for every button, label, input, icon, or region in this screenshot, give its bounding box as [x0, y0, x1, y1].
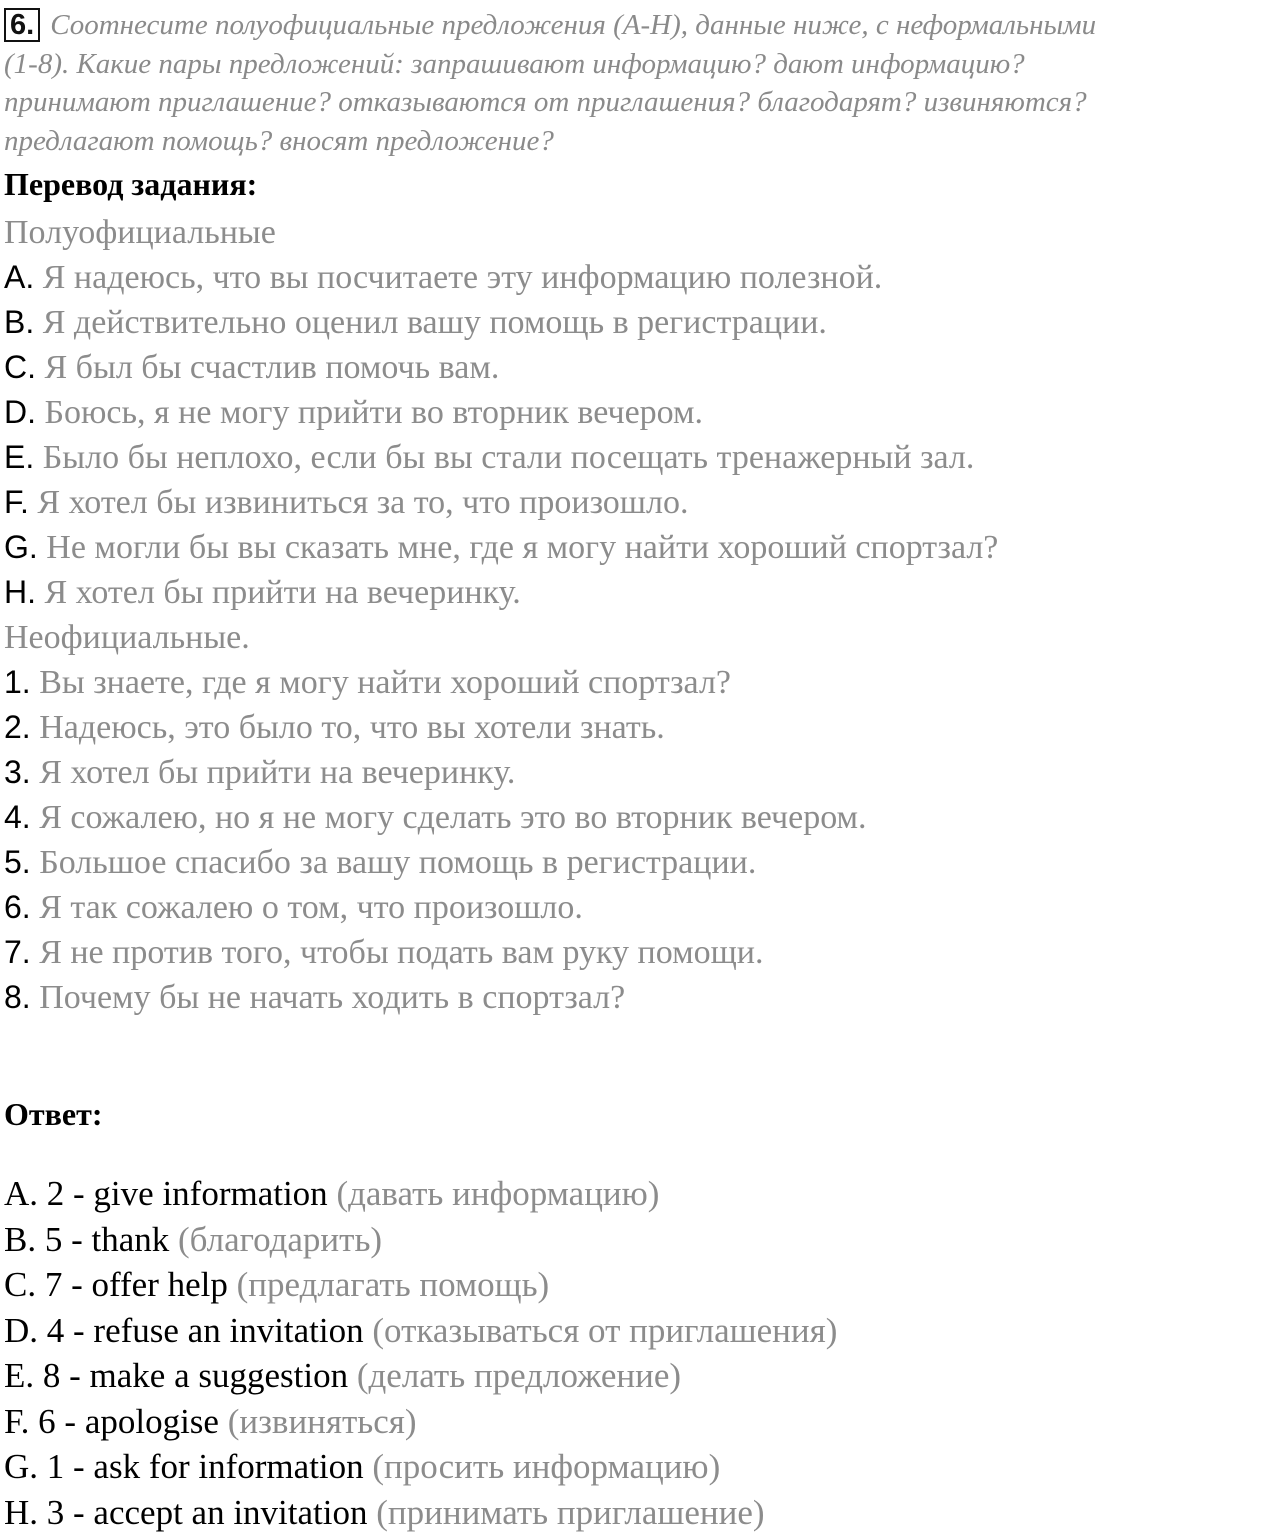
- answer-row: [4, 1171, 837, 1217]
- answer-row: [4, 1217, 837, 1263]
- item-marker: 8.: [4, 979, 31, 1015]
- list-item: [4, 795, 998, 840]
- answer-translation: (делать предложение): [348, 1356, 682, 1395]
- item-marker: E.: [4, 439, 35, 475]
- list-item: [4, 345, 998, 390]
- item-text: Не могли бы вы сказать мне, где я могу найти хороший спортзал?: [37, 529, 999, 566]
- task-line: принимают приглашение? отказываются от приглашения? благодарят? извиняются?: [4, 86, 1087, 118]
- answer-translation: (отказываться от приглашения): [363, 1310, 838, 1350]
- answer-translation: (благодарить): [169, 1219, 383, 1259]
- list-item: [4, 975, 998, 1020]
- item-text: Большое спасибо за вашу помощь в регистрации.: [30, 844, 757, 881]
- answer-row: [4, 1308, 837, 1354]
- answer-row: [4, 1490, 837, 1536]
- item-text: Я был бы счастлив помочь вам.: [36, 349, 500, 386]
- answer-key: C. 7 - offer help: [4, 1265, 228, 1304]
- item-text: Вы знаете, где я могу найти хороший спортзал?: [30, 664, 732, 701]
- item-marker: 5.: [4, 844, 31, 880]
- list-item: [4, 300, 998, 345]
- semi-formal-heading: Полуофициальные: [4, 214, 276, 251]
- list-item: [4, 750, 998, 795]
- answer-key: G. 1 - ask for information: [4, 1447, 364, 1486]
- item-text: Я не против того, чтобы подать вам руку помощи.: [30, 934, 764, 971]
- translation-list: [4, 210, 998, 1020]
- item-text: Я хотел бы извиниться за то, что произошло.: [28, 484, 689, 521]
- item-marker: B.: [4, 304, 35, 340]
- answer-key: E. 8 - make a suggestion: [4, 1356, 349, 1395]
- item-marker: H.: [4, 574, 36, 610]
- item-marker: G.: [4, 529, 38, 565]
- list-item: [4, 885, 998, 930]
- list-item: [4, 435, 998, 480]
- list-item: [4, 525, 998, 570]
- answer-list: [4, 1171, 837, 1535]
- list-item: [4, 570, 998, 615]
- item-text: Почему бы не начать ходить в спортзал?: [30, 979, 626, 1016]
- item-marker: 1.: [4, 664, 31, 700]
- answer-row: [4, 1444, 837, 1490]
- answer-translation: (извиняться): [218, 1401, 417, 1441]
- list-item: [4, 390, 998, 435]
- answer-key: A. 2 - give information: [4, 1174, 328, 1213]
- item-text: Я так сожалею о том, что произошло.: [30, 889, 583, 926]
- item-marker: F.: [4, 484, 29, 520]
- informal-heading: Неофициальные.: [4, 619, 250, 656]
- item-marker: 2.: [4, 709, 31, 745]
- item-marker: D.: [4, 394, 36, 430]
- answer-translation: (просить информацию): [363, 1447, 721, 1486]
- item-text: Я сожалею, но я не могу сделать это во вторник вечером.: [30, 799, 867, 836]
- item-text: Надеюсь, это было то, что вы хотели знать.: [30, 709, 665, 746]
- item-marker: 3.: [4, 754, 31, 790]
- answer-row: [4, 1399, 837, 1445]
- answer-key: F. 6 - apologise: [4, 1401, 219, 1441]
- item-marker: 4.: [4, 799, 31, 835]
- answer-row: [4, 1262, 837, 1308]
- item-text: Я хотел бы прийти на вечеринку.: [36, 574, 521, 611]
- item-text: Я надеюсь, что вы посчитаете эту информацию полезной.: [34, 259, 883, 296]
- list-item: [4, 480, 998, 525]
- item-text: Боюсь, я не могу прийти во вторник вечером.: [36, 394, 704, 431]
- list-item: [4, 255, 998, 300]
- task-number-box: 6.: [4, 8, 40, 42]
- list-item: [4, 660, 998, 705]
- answer-key: B. 5 - thank: [4, 1219, 170, 1259]
- answer-translation: (предлагать помощь): [227, 1265, 550, 1304]
- answer-translation: (принимать приглашение): [367, 1492, 765, 1532]
- item-marker: A.: [4, 259, 35, 295]
- item-text: Было бы неплохо, если бы вы стали посещать тренажерный зал.: [34, 439, 975, 476]
- answer-row: [4, 1353, 837, 1399]
- task-line: предлагают помощь? вносят предложение?: [4, 124, 554, 157]
- item-text: Я действительно оценил вашу помощь в регистрации.: [34, 304, 827, 341]
- answer-translation: (давать информацию): [327, 1174, 660, 1213]
- translation-heading: Перевод задания:: [4, 166, 258, 202]
- answer-key: D. 4 - refuse an invitation: [4, 1310, 364, 1350]
- task-line: [4, 6, 1278, 45]
- task-line-text: Соотнесите полуофициальные предложения (A-H), данные ниже, с неформальными: [50, 9, 1097, 41]
- item-text: Я хотел бы прийти на вечеринку.: [30, 754, 516, 791]
- item-marker: 7.: [4, 934, 31, 970]
- task-line: (1-8). Какие пары предложений: запрашивают информацию? дают информацию?: [4, 47, 1025, 80]
- item-marker: 6.: [4, 889, 31, 925]
- item-marker: C.: [4, 349, 36, 385]
- answer-key: H. 3 - accept an invitation: [4, 1492, 368, 1532]
- list-item: [4, 930, 998, 975]
- answer-heading: Ответ:: [4, 1096, 103, 1132]
- list-item: [4, 840, 998, 885]
- list-item: [4, 705, 998, 750]
- task-instructions: [4, 6, 1278, 160]
